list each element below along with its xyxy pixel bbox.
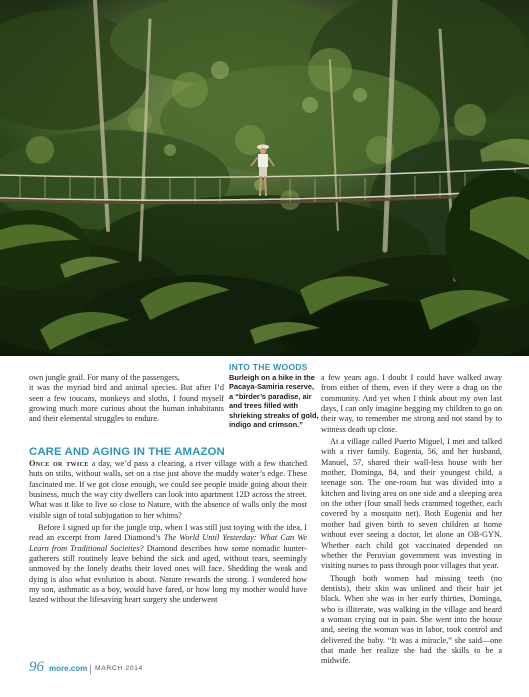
paragraph-2 (29, 523, 307, 606)
paragraph-1-lead: Once or twice (29, 459, 89, 468)
paragraph-2-text-a: Before I signed up for the jungle trip, when I was still just toying with the idea, I read an excerpt from Jared Diamond’s (29, 523, 307, 543)
site-name: more.com (49, 664, 88, 673)
page-footer (29, 659, 309, 679)
right-column (321, 373, 502, 667)
issue-date: MARCH 2014 (95, 665, 143, 672)
left-column-top (29, 373, 224, 425)
caption-title: INTO THE WOODS (229, 362, 308, 372)
paragraph-continuation: own jungle grail. For many of the passengers, (29, 373, 180, 382)
footer-divider (90, 665, 91, 674)
page-number: 96 (29, 659, 44, 675)
paragraph-1 (29, 459, 307, 521)
paragraph-2-text-b: Diamond describes how some nomadic hunter-gatherers still routinely leave behind the sick and aged, without tears, seemingly unmoved by the lonely deaths their loved ones will face. Shedding the weak and dying is also what evolution is about. Nature rewards the strong. I wondered how my son, asthmatic as a boy, would have fared, or how long my mother would have lasted without the lifesaving heart surgery she underwent (29, 543, 307, 605)
section-heading: CARE AND AGING IN THE AMAZON (29, 446, 225, 458)
paragraph-1-text: a day, we’d pass a clearing, a river village with a few thatched huts on stilts, without walls, set on a rise just above the muddy water’s edge. These fascinated me. If we got close enough, we could see people inside going about their business, much the way city dwellers can look into apartment 12D across the street. What was it like to live so close to Nature, with the absence of walls only the most visible sign of total subjugation to her whims? (29, 459, 307, 520)
left-column-body (29, 459, 307, 606)
photo-caption (229, 362, 319, 429)
caption-text: Burleigh on a hike in the Pacaya-Samiria reserve, a “birder’s paradise, air and trees filled with shrieking streaks of gold, indigo and crimson.” (229, 373, 319, 430)
right-paragraph-1: a few years ago. I doubt I could have walked away from either of them, even if they were a drag on the community. And yet when I think about my own last days, I can only imagine begging my children to go on their way, to remember me strong and not stand by to witness death up close. (321, 373, 502, 434)
book-title: The World Until Yesterday: What Can We Learn from Traditional Societies? (29, 533, 307, 553)
right-paragraph-2: At a village called Puerto Miguel, I met and talked with a river family. Eugenia, 56, and her husband, Manuel, 57, shared their wall-less house with her mother, Dominga, 84, and their youngest child, a teenage son. The one-room hut was divided into a kitchen and living area on one side and a sleeping area on the other (four small beds crammed together, each covered by a mosquito net). Both Eugenia and her mother had given birth to seven children at home without ever seeing a doctor, let alone an OB-GYN. Whether each child got vaccinated depended on whether the Peruvian government was investing in visiting nurses to pass through poor villages that year. (321, 437, 502, 571)
right-paragraph-3: Though both women had missing teeth (no dentists), their skin was unlined and their hair jet black. When she was in her early thirties, Dominga, who is illiterate, was walking in the village and heard a woman crying out in pain. She went into the house and, seeing the woman was in labor, took control and delivered the baby. “It was a miracle,” she said—one that made her realize she had the skills to be a midwife. (321, 573, 502, 666)
paragraph-continuation-rest: it was the myriad bird and animal species. But after I’d seen a few toucans, monkeys and sloths, I found myself growing much more curious about the human inhabitants and their elemental struggles to endure. (29, 383, 224, 424)
